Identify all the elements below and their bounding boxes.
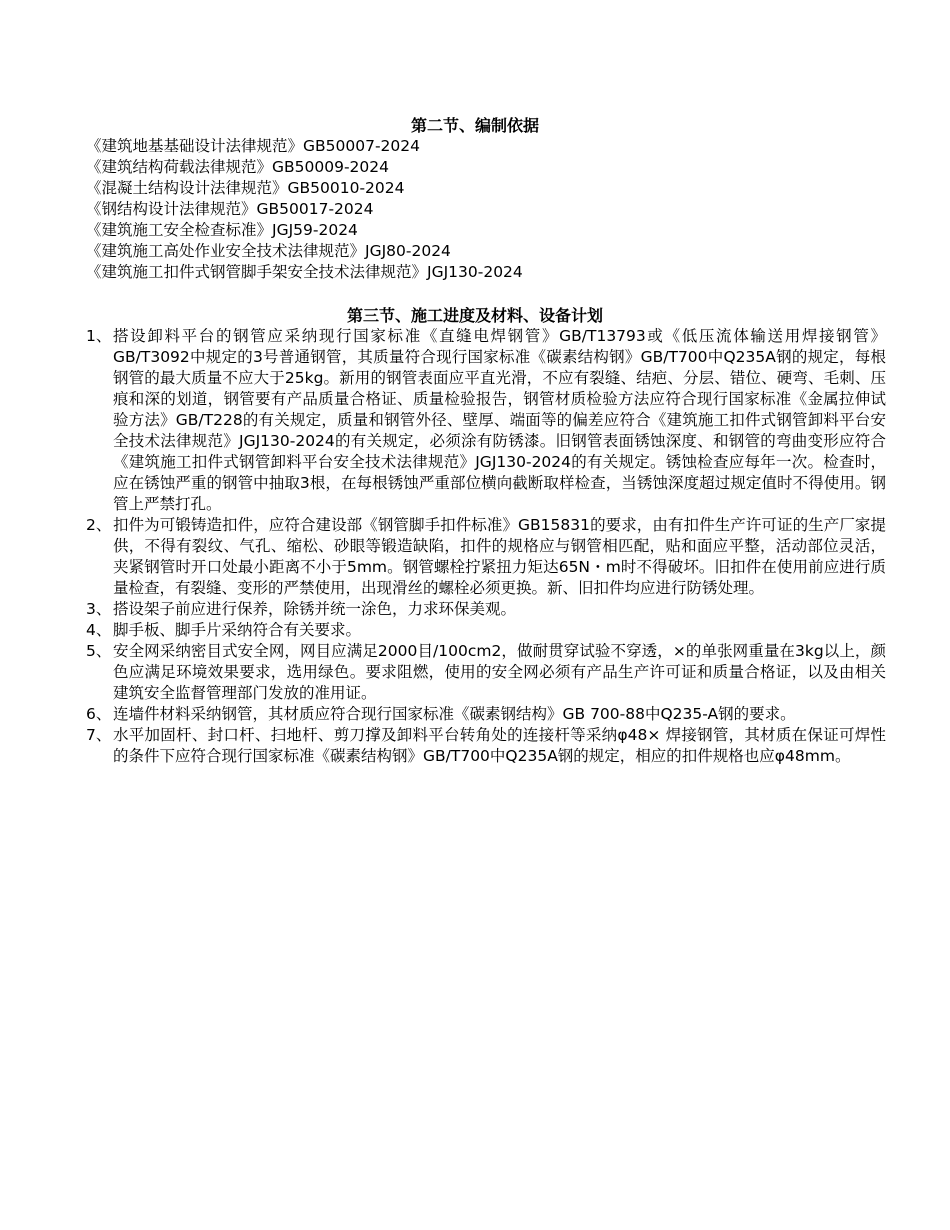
- plan-item-number: 4、: [86, 621, 112, 639]
- plan-item-text: 安全网采纳密目式安全网，网目应满足2000目/100cm2，做耐贯穿试验不穿透，×的单张网重量在3kg以上，颜色应满足环境效果要求，选用绿色。要求阻燃，使用的安全网必须有产品生产许可证和质量合格证，以及由相关建筑安全监督管理部门发放的准用证。: [113, 642, 886, 702]
- section3-title: 第三节、施工进度及材料、设备计划: [346, 306, 603, 325]
- plan-item: [86, 725, 886, 767]
- plan-item-text: 搭设架子前应进行保养，除锈并统一涂色，力求环保美观。: [113, 600, 517, 618]
- plan-item-list: [86, 326, 886, 767]
- reference-item: 《建筑地基基础设计法律规范》GB50007-2024: [86, 137, 420, 155]
- plan-item-text: 扣件为可锻铸造扣件，应符合建设部《钢管脚手扣件标准》GB15831的要求，由有扣件生产许可证的生产厂家提供，不得有裂纹、气孔、缩松、砂眼等锻造缺陷，扣件的规格应与钢管相匹配，贴和面应平整，活动部位灵活，夹紧钢管时开口处最小距离不小于5mm。钢管螺栓拧紧扭力矩达65N・m时不得破坏。旧扣件在使用前应进行质量检查，有裂缝、变形的严禁使用，出现滑丝的螺栓必须更换。新、旧扣件均应进行防锈处理。: [113, 516, 886, 597]
- plan-item-number: 2、: [86, 516, 112, 534]
- plan-item: [86, 515, 886, 599]
- plan-item-number: 6、: [86, 705, 112, 723]
- plan-item: [86, 704, 886, 725]
- plan-item-number: 3、: [86, 600, 112, 618]
- reference-item: 《建筑施工扣件式钢管脚手架安全技术法律规范》JGJ130-2024: [86, 263, 523, 281]
- plan-item-text: 搭设卸料平台的钢管应采纳现行国家标准《直缝电焊钢管》GB/T13793或《低压流体输送用焊接钢管》GB/T3092中规定的3号普通钢管，其质量符合现行国家标准《碳素结构钢》GB/T700中Q235A钢的规定，每根钢管的最大质量不应大于25kg。新用的钢管表面应平直光滑，不应有裂缝、结疤、分层、错位、硬弯、毛刺、压痕和深的划道，钢管要有产品质量合格证、质量检验报告，钢管材质检验方法应符合现行国家标准《金属拉伸试验方法》GB/T228的有关规定，质量和钢管外径、壁厚、端面等的偏差应符合《建筑施工扣件式钢管卸料平台安全技术法律规范》JGJ130-2024的有关规定，必须涂有防锈漆。旧钢管表面锈蚀深度、和钢管的弯曲变形应符合《建筑施工扣件式钢管卸料平台安全技术法律规范》JGJ130-2024的有关规定。锈蚀检查应每年一次。检查时，应在锈蚀严重的钢管中抽取3根，在每根锈蚀严重部位横向截断取样检查，当锈蚀深度超过规定值时不得使用。钢管上严禁打孔。: [113, 327, 886, 513]
- section2-title: 第二节、编制依据: [410, 116, 539, 135]
- reference-list: [86, 136, 523, 283]
- reference-item: 《建筑结构荷载法律规范》GB50009-2024: [86, 158, 389, 176]
- plan-item-text: 水平加固杆、封口杆、扫地杆、剪刀撑及卸料平台转角处的连接杆等采纳φ48× 焊接钢管，其材质在保证可焊性的条件下应符合现行国家标准《碳素结构钢》GB/T700中Q235A钢的规定，相应的扣件规格也应φ48mm。: [113, 726, 886, 765]
- reference-item: 《钢结构设计法律规范》GB50017-2024: [86, 200, 374, 218]
- plan-item-number: 5、: [86, 642, 112, 660]
- plan-item-number: 7、: [86, 726, 112, 744]
- plan-item: [86, 326, 886, 515]
- plan-item: [86, 599, 886, 620]
- reference-item: 《混凝土结构设计法律规范》GB50010-2024: [86, 179, 405, 197]
- plan-item: [86, 641, 886, 704]
- plan-item-text: 脚手板、脚手片采纳符合有关要求。: [113, 621, 362, 639]
- reference-item: 《建筑施工安全检查标准》JGJ59-2024: [86, 221, 358, 239]
- plan-item: [86, 620, 886, 641]
- plan-item-number: 1、: [86, 327, 112, 345]
- plan-item-text: 连墙件材料采纳钢管，其材质应符合现行国家标准《碳素钢结构》GB 700-88中Q235-A钢的要求。: [113, 705, 796, 723]
- reference-item: 《建筑施工高处作业安全技术法律规范》JGJ80-2024: [86, 242, 451, 260]
